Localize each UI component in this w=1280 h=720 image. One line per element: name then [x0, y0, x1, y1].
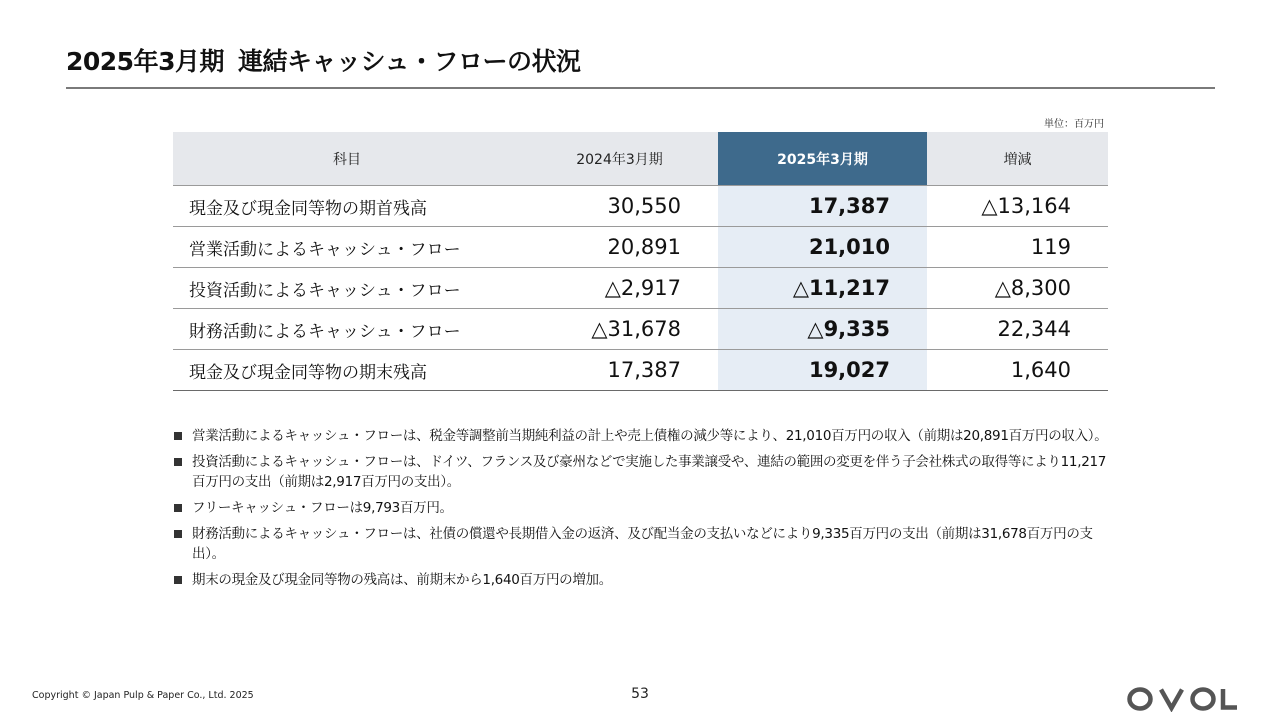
cell-diff: 119 — [927, 227, 1108, 268]
row-label: 営業活動によるキャッシュ・フロー — [173, 227, 521, 268]
cell-diff: 22,344 — [927, 309, 1108, 350]
header-change: 増減 — [927, 132, 1108, 186]
note-text: 投資活動によるキャッシュ・フローは、ドイツ、フランス及び豪州などで実施した事業譲受や、連結の範囲の変更を伴う子会社株式の取得等により11,217百万円の支出（前期は2,917百万円の支出）。 — [192, 454, 1107, 490]
row-label: 財務活動によるキャッシュ・フロー — [173, 309, 521, 350]
table-row — [173, 227, 1108, 268]
title-text: 連結キャッシュ・フローの状況 — [237, 47, 581, 76]
cell-cur: △9,335 — [718, 309, 927, 350]
title-period: 2025年3月期 — [66, 47, 224, 76]
cell-cur: 19,027 — [718, 350, 927, 391]
header-item: 科目 — [173, 132, 521, 186]
row-label: 現金及び現金同等物の期末残高 — [173, 350, 521, 391]
cell-diff: △8,300 — [927, 268, 1108, 309]
cell-prev: 17,387 — [521, 350, 718, 391]
notes-list — [174, 426, 1114, 596]
cash-flow-table — [173, 132, 1108, 391]
cell-prev: △31,678 — [521, 309, 718, 350]
cell-prev: △2,917 — [521, 268, 718, 309]
cell-cur: △11,217 — [718, 268, 927, 309]
header-prev-year: 2024年3月期 — [521, 132, 718, 186]
bullet-square-icon — [174, 458, 182, 466]
note-text: 営業活動によるキャッシュ・フローは、税金等調整前当期純利益の計上や売上債権の減少等により、21,010百万円の収入（前期は20,891百万円の収入）。 — [192, 428, 1108, 444]
header-current-year: 2025年3月期 — [718, 132, 927, 186]
cell-prev: 20,891 — [521, 227, 718, 268]
note-text: 期末の現金及び現金同等物の残高は、前期末から1,640百万円の増加。 — [192, 572, 612, 588]
page-number: 53 — [631, 686, 649, 702]
row-label: 投資活動によるキャッシュ・フロー — [173, 268, 521, 309]
table-header-row — [173, 132, 1108, 186]
note-text: フリーキャッシュ・フローは9,793百万円。 — [192, 500, 453, 516]
bullet-square-icon — [174, 530, 182, 538]
cell-cur: 17,387 — [718, 186, 927, 227]
title-divider — [66, 87, 1215, 89]
cell-diff: △13,164 — [927, 186, 1108, 227]
cell-prev: 30,550 — [521, 186, 718, 227]
table-row — [173, 186, 1108, 227]
copyright-text: Copyright © Japan Pulp & Paper Co., Ltd. 2025 — [32, 690, 254, 701]
note-item — [174, 524, 1114, 564]
table-row — [173, 268, 1108, 309]
row-label: 現金及び現金同等物の期首残高 — [173, 186, 521, 227]
note-item — [174, 570, 1114, 590]
table-row — [173, 350, 1108, 391]
note-item — [174, 452, 1114, 492]
bullet-square-icon — [174, 432, 182, 440]
cell-diff: 1,640 — [927, 350, 1108, 391]
cell-cur: 21,010 — [718, 227, 927, 268]
table-row — [173, 309, 1108, 350]
note-item — [174, 426, 1114, 446]
ovol-logo-icon — [1126, 686, 1238, 712]
bullet-square-icon — [174, 576, 182, 584]
unit-label: 単位：百万円 — [1044, 119, 1104, 130]
note-text: 財務活動によるキャッシュ・フローは、社債の償還や長期借入金の返済、及び配当金の支払いなどにより9,335百万円の支出（前期は31,678百万円の支出）。 — [192, 526, 1093, 562]
note-item — [174, 498, 1114, 518]
page-title — [66, 42, 581, 78]
bullet-square-icon — [174, 504, 182, 512]
